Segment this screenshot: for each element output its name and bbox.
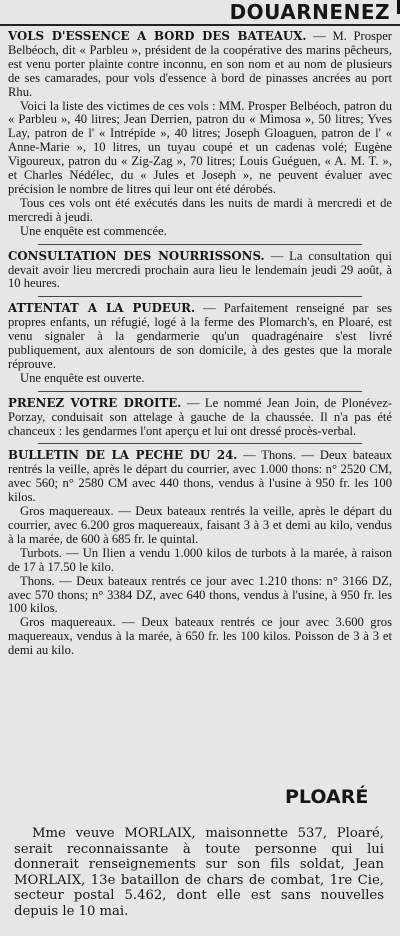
article-paragraph: Gros maquereaux. — Deux bateaux rentrés la veille, après le départ du courrier, avec 6.200 gros maquereaux, faisant 3 à 3 et demi au kilo, vendus à la marée, de 600 à 685 fr. le quintal. bbox=[8, 504, 392, 546]
article-vols-essence bbox=[8, 30, 392, 239]
article-paragraph: Gros maquereaux. — Deux bateaux rentrés ce jour avec 3.600 gros maquereaux, vendus à la marée, à 650 fr. les 100 kilos. Poisson de 3 à 3 et demi au kilo. bbox=[8, 615, 392, 658]
article-paragraph: Tous ces vols ont été exécutés dans les nuits de mardi à mercredi et de mercredi à jeudi. bbox=[8, 195, 392, 224]
article-text: — La consultation qui devait avoir lieu mercredi prochain aura lieu le lendemain jeudi 29 août, à 10 heures. bbox=[8, 248, 392, 291]
article-consultation bbox=[8, 250, 392, 292]
article-headline: VOLS D'ESSENCE A BORD DES BATEAUX. bbox=[8, 29, 307, 43]
header-rule bbox=[0, 24, 400, 26]
article-text: — Le nommé Jean Join, de Plonévez-Porzay, conduisait son attelage à gauche de la chaussée. Il n'a pas été chanceux : les gendarmes l'ont aperçu et lui ont dressé procès-verbal. bbox=[8, 395, 392, 438]
article-bulletin-peche bbox=[8, 449, 392, 658]
ploare-paragraph: Mme veuve MORLAIX, maisonnette 537, Ploaré, serait reconnaissante à toute personne qui lui donnerait renseignements sur son fils soldat, Jean MORLAIX, 13e bataillon de chars de combat, 1re Cie, secteur postal 5.462, dont elle est sans nouvelles depuis le 10 mai. bbox=[14, 826, 384, 919]
article-separator bbox=[38, 443, 362, 444]
article-text: — M. Prosper Belbéoch, dit « Parbleu », président de la coopérative des marins pêcheurs, est venu porter plainte contre inconnu, en son nom et au nom de plusieurs de ses camarades, pour vols d'essence à bord de pinasses ancrées au port Rhu. bbox=[8, 29, 392, 99]
article-text: — Thons. — Deux bateaux rentrés la veille, après le départ du courrier, avec 1.000 thons: n° 2520 CM, avec 560; n° 2580 CM avec 440 thons, vendus à l'usine à 950 fr. les 100 kilos. bbox=[8, 448, 392, 505]
article-attentat bbox=[8, 302, 392, 385]
section-header-douarnenez: DOUARNENEZ bbox=[229, 0, 390, 24]
article-paragraph: Une enquête est commencée. bbox=[20, 223, 167, 238]
ploare-column bbox=[14, 826, 384, 920]
article-paragraph: Voici la liste des victimes de ces vols : MM. Prosper Belbéoch, patron du « Parbleu », 40 litres; Jean Derrien, patron du « Mimosa », 50 litres; Yves Lay, patron de l' « Intrépide », 40 litres; Joseph Gloaguen, patron de l' « Anne-Marie », 10 litres, un tuyau coupé et un cadenas volé; Eugène Vigoureux, patron du « Zig-Zag », 70 litres; Louis Guéguen, « A. M. T. », et Charles Nédélec, du « Jules et Joseph », ne peuvent évaluer avec précision le nombre de litres qui leur ont été dérobés. bbox=[8, 98, 392, 196]
article-headline: PRENEZ VOTRE DROITE. bbox=[8, 395, 182, 410]
article-separator bbox=[38, 391, 362, 392]
section-header-ploare: PLOARÉ bbox=[285, 786, 369, 808]
article-paragraph: Turbots. — Un Ilien a vendu 1.000 kilos de turbots à la marée, à raison de 17 à 17.50 le kilo. bbox=[8, 545, 392, 574]
article-headline: CONSULTATION DES NOURRISSONS. bbox=[8, 248, 265, 263]
article-separator bbox=[38, 296, 362, 297]
article-paragraph: Une enquête est ouverte. bbox=[20, 370, 145, 385]
article-text: — Parfaitement renseigné par ses propres enfants, un réfugié, logé à la ferme des Plomarch's, en Ploaré, est venu signaler à la gendarmerie qu'un quadragénaire s'est livré publiquement, aux alentours de son domicile, à des gestes que la morale réprouve. bbox=[8, 301, 392, 371]
article-headline: ATTENTAT A LA PUDEUR. bbox=[8, 301, 196, 316]
article-separator bbox=[38, 244, 362, 245]
article-headline: BULLETIN DE LA PECHE DU 24. bbox=[8, 448, 238, 463]
article-paragraph: Thons. — Deux bateaux rentrés ce jour avec 1.210 thons: n° 3166 DZ, avec 570 thons; n° 3384 DZ, avec 640 thons, vendus à l'usine, à 950 fr. les 100 kilos. bbox=[8, 573, 392, 616]
article-column bbox=[8, 30, 392, 658]
article-prenez-droite bbox=[8, 397, 392, 439]
